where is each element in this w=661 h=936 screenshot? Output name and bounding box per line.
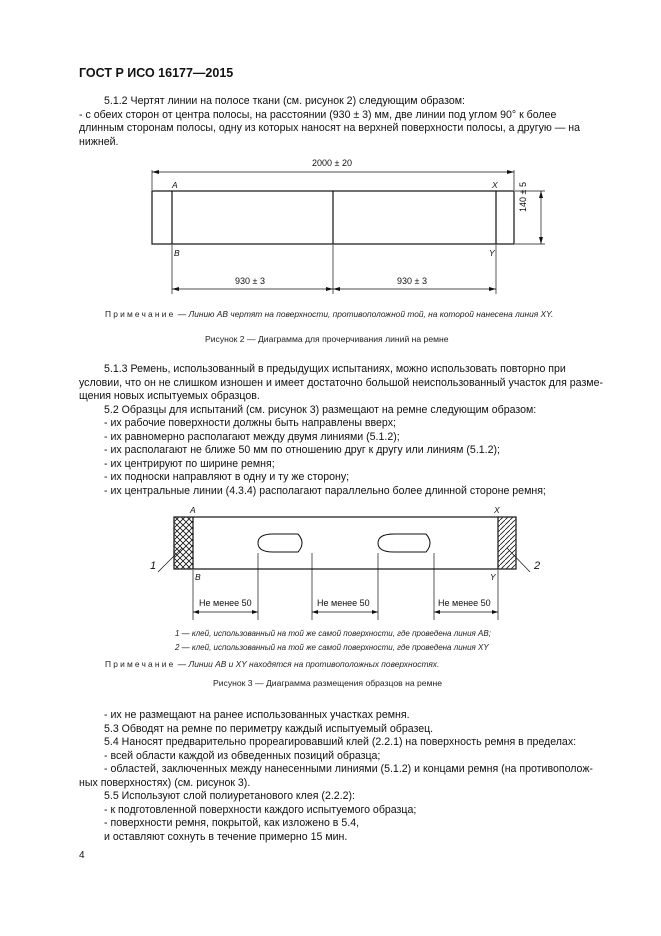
text-line: 5.1.2 Чертят линии на полосе ткани (см. рисунок 2) следующим образом: [104,95,465,107]
figure-3-note [105,659,439,669]
dimension-left: 930 ± 3 [235,276,265,286]
text-line: и оставляют сохнуть в течение примерно 15 мин. [104,830,348,843]
figure-3-caption: Рисунок 3 — Диаграмма размещения образцов на ремне [213,678,443,688]
note-label: Примечание [105,659,176,669]
paragraph-5-1-3-and-5-2 [79,363,615,498]
text-line: 5.3 Обводят на ремне по периметру каждый испытуемый образец. [104,722,434,735]
text-line: 5.1.3 Ремень, использованный в предыдущих испытаниях, можно использовать повторно при [104,363,566,375]
text-line: - их располагают не ближе 50 мм по отношению друг к другу или линиям (5.1.2); [104,444,500,456]
note-label: Примечание [105,309,176,319]
text-line: - поверхности ремня, покрытой, как изложено в 5.4, [104,817,360,829]
point-b-label-fig3: B [195,572,201,582]
text-line: ных поверхностях) (см. рисунок 3). [79,776,251,789]
figure-2-note [105,309,553,319]
figure-2-caption: Рисунок 2 — Диаграмма для прочерчивания линий на ремне [205,334,449,344]
text-line: - к подготовленной поверхности каждого испытуемого образца; [104,803,417,816]
point-a-label: A [172,180,178,190]
point-x-label: X [492,180,498,190]
page-title: ГОСТ Р ИСО 16177—2015 [79,66,234,80]
text-line: - их не размещают на ранее использованных участках ремня. [104,709,410,721]
glue-area-1 [175,518,193,569]
text-line: - областей, заключенных между нанесенными линиями (5.1.2) и концами ремня (на противополож- [104,763,593,775]
text-line: 5.4 Наносят предварительно прореагировавший клей (2.2.1) на поверхность ремня в пределах: [104,736,577,748]
point-a-label-fig3: A [190,505,196,515]
dimension-right: 930 ± 3 [397,276,427,286]
paragraph-5-3-to-5-5 [79,709,615,844]
text-line: - их подноски направляют в одну и ту же сторону; [104,471,350,483]
text-line: 5.5 Используют слой полиуретанового клея (2.2.2): [104,790,355,802]
text-line: - их равномерно располагают между двумя линиями (5.1.2); [104,430,400,443]
dimension-gap-2: Не менее 50 [317,598,370,608]
glue-area-2 [499,518,516,569]
legend-marker-1: 1 [150,560,157,572]
text-line: условии, что он не слишком изношен и имеет достаточно большой неиспользованный участок для разме- [79,376,604,389]
specimen-2 [378,534,430,552]
dimension-total: 2000 ± 20 [312,158,352,168]
dimension-height: 140 ± 5 [518,182,528,212]
point-x-label-fig3: X [494,505,500,515]
text-line: 5.2 Образцы для испытаний (см. рисунок 3) размещают на ремне следующим образом: [104,403,537,416]
dimension-gap-3: Не менее 50 [438,598,491,608]
point-y-label: Y [489,248,495,258]
note-text: — Линию AB чертят на поверхности, противоположной той, на которой нанесена линия XY. [175,309,554,319]
text-line: - с обеих сторон от центра полосы, на расстоянии (930 ± 3) мм, две линии под углом 90° к более [79,108,557,121]
page-number: 4 [79,850,85,861]
legend-item-1: 1 — клей, использованный на той же самой поверхности, где проведена линия AB; [175,629,491,638]
legend-item-2: 2 — клей, использованный на той же самой поверхности, где проведена линия XY [175,643,489,652]
point-y-label-fig3: Y [490,572,496,582]
text-line: длинным сторонам полосы, одну из которых наносят на верхней поверхности полосы, а другую — на [79,122,581,134]
point-b-label: B [174,248,180,258]
note-text: — Линии AB и XY находятся на противоположных поверхностях. [175,659,440,669]
dimension-gap-1: Не менее 50 [199,598,252,608]
belt-rectangle-fig3 [174,517,516,569]
text-line: щения новых испытуемых образцов. [79,390,260,402]
text-line: - их рабочие поверхности должны быть направлены вверх; [104,417,396,429]
text-line: нижней. [79,135,119,148]
text-line: - всей области каждой из обведенных позиций образца; [104,749,381,762]
specimen-1 [258,534,302,552]
legend-marker-2: 2 [534,560,541,572]
text-line: - их центрируют по ширине ремня; [104,457,275,470]
text-line: - их центральные линии (4.3.4) располагают параллельно более длинной стороне ремня; [104,484,546,497]
